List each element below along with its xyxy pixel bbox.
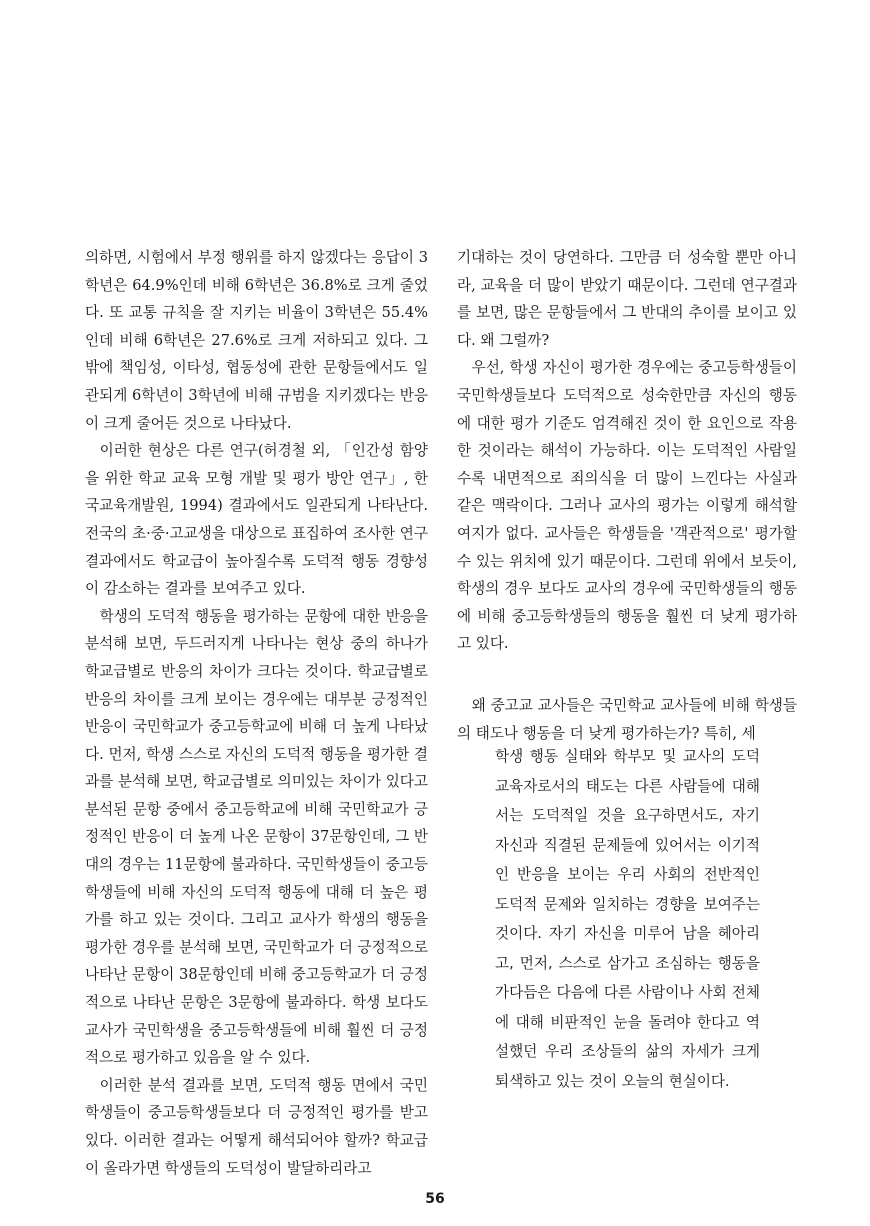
paragraph: 학생의 도덕적 행동을 평가하는 문항에 대한 반응을 분석해 보면, 두드러지게 나타나는 현상 중의 하나가 학교급별로 반응의 차이가 크다는 것이다. 학교급별로 반응의 차이를 크게 보이는 경우에는 대부분 긍정적인 반응이 국민학교가 중고등학교에 비해 더 높게 나타났다. 먼저, 학생 스스로 자신의 도덕적 행동을 평가한 결과를 분석해 보면, 학교급별로 의미있는 차이가 있다고 분석된 문항 중에서 중고등학교에 비해 국민학교가 긍정적인 반응이 더 높게 나온 문항이 37문항인데, 그 반대의 경우는 11문항에 불과하다. 국민학생들이 중고등학생들에 비해 자신의 도덕적 행동에 대해 더 높은 평가를 하고 있는 것이다. 그리고 교사가 학생의 행동을 평가한 경우를 분석해 보면, 국민학교가 더 긍정적으로 나타난 문항이 38문항인데 비해 중고등학교가 더 긍정적으로 나타난 문항은 3문항에 불과하다. 학생 보다도 교사가 국민학생을 중고등학생들에 비해 훨씬 더 긍정적으로 평가하고 있음을 알 수 있다. xyxy=(85,607,428,1067)
paragraph: 우선, 학생 자신이 평가한 경우에는 중고등학생들이 국민학생들보다 도덕적으로 성숙한만큼 자신의 행동에 대한 평가 기준도 엄격해진 것이 한 요인으로 작용한 것이라는 해석이 가능하다. 이는 도덕적인 사람일수록 내면적으로 죄의식을 더 많이 느낀다는 사실과 같은 맥락이다. 그러나 교사의 평가는 이렇게 해석할 여지가 없다. 교사들은 학생들을 '객관적으로' 평가할 수 있는 위치에 있기 때문이다. 그런데 위에서 보듯이, 학생의 경우 보다도 교사의 경우에 국민학생들의 행동에 비해 중고등학생들의 행동을 훨씬 더 낮게 평가하고 있다. xyxy=(457,359,797,653)
paragraph: 기대하는 것이 당연하다. 그만큼 더 성숙할 뿐만 아니라, 교육을 더 많이 받았기 때문이다. 그런데 연구결과를 보면, 많은 문항들에서 그 반대의 추이를 보이고 있다. 왜 그럴까? xyxy=(457,249,797,349)
paragraph-question: 왜 중고교 교사들은 국민학교 교사들에 비해 학생들의 태도나 행동을 더 낮게 평가하는가? 특히, 세 xyxy=(457,696,797,742)
left-text-column xyxy=(85,244,428,1182)
sidebar-text: 학생 행동 실태와 학부모 및 교사의 도덕교육자로서의 태도는 다른 사람들에 대해서는 도덕적일 것을 요구하면서도, 자기 자신과 직결된 문제들에 있어서는 이기적인 반응을 보이는 우리 사회의 전반적인 도덕적 문제와 일치하는 경향을 보여주는 것이다. 자기 자신을 미루어 남을 헤아리고, 먼저, 스스로 삼가고 조심하는 행동을 가다듬은 다음에 다른 사람이나 사회 전체에 대해 비판적인 눈을 돌려야 한다고 역설했던 우리 조상들의 삶의 자세가 크게 퇴색하고 있는 것이 오늘의 현실이다. xyxy=(495,748,760,1090)
paragraph: 의하면, 시험에서 부정 행위를 하지 않겠다는 응답이 3학년은 64.9%인데 비해 6학년은 36.8%로 크게 줄었다. 또 교통 규칙을 잘 지키는 비율이 3학년은 55.4%인데 비해 6학년은 27.6%로 크게 저하되고 있다. 그 밖에 책임성, 이타성, 협동성에 관한 문항들에서도 일관되게 6학년이 3학년에 비해 규범을 지키겠다는 반응이 크게 줄어든 것으로 나타났다. xyxy=(85,249,428,432)
paragraph: 이러한 분석 결과를 보면, 도덕적 행동 면에서 국민학생들이 중고등학생들보다 더 긍정적인 평가를 받고 있다. 이러한 결과는 어떻게 해석되어야 할까? 학교급이 올라가면 학생들의 도덕성이 발달하리라고 xyxy=(85,1076,428,1177)
paragraph: 이러한 현상은 다른 연구(허경철 외, 「인간성 함양을 위한 학교 교육 모형 개발 및 평가 방안 연구」, 한국교육개발원, 1994) 결과에서도 일관되게 나타난다. 전국의 초·중·고교생을 대상으로 표집하여 조사한 연구 결과에서도 학교급이 높아질수록 도덕적 행동 경향성이 감소하는 결과를 보여주고 있다. xyxy=(85,442,428,598)
page-number: 56 xyxy=(425,1191,445,1207)
sidebar-callout xyxy=(495,742,760,1096)
right-text-column xyxy=(457,244,797,747)
